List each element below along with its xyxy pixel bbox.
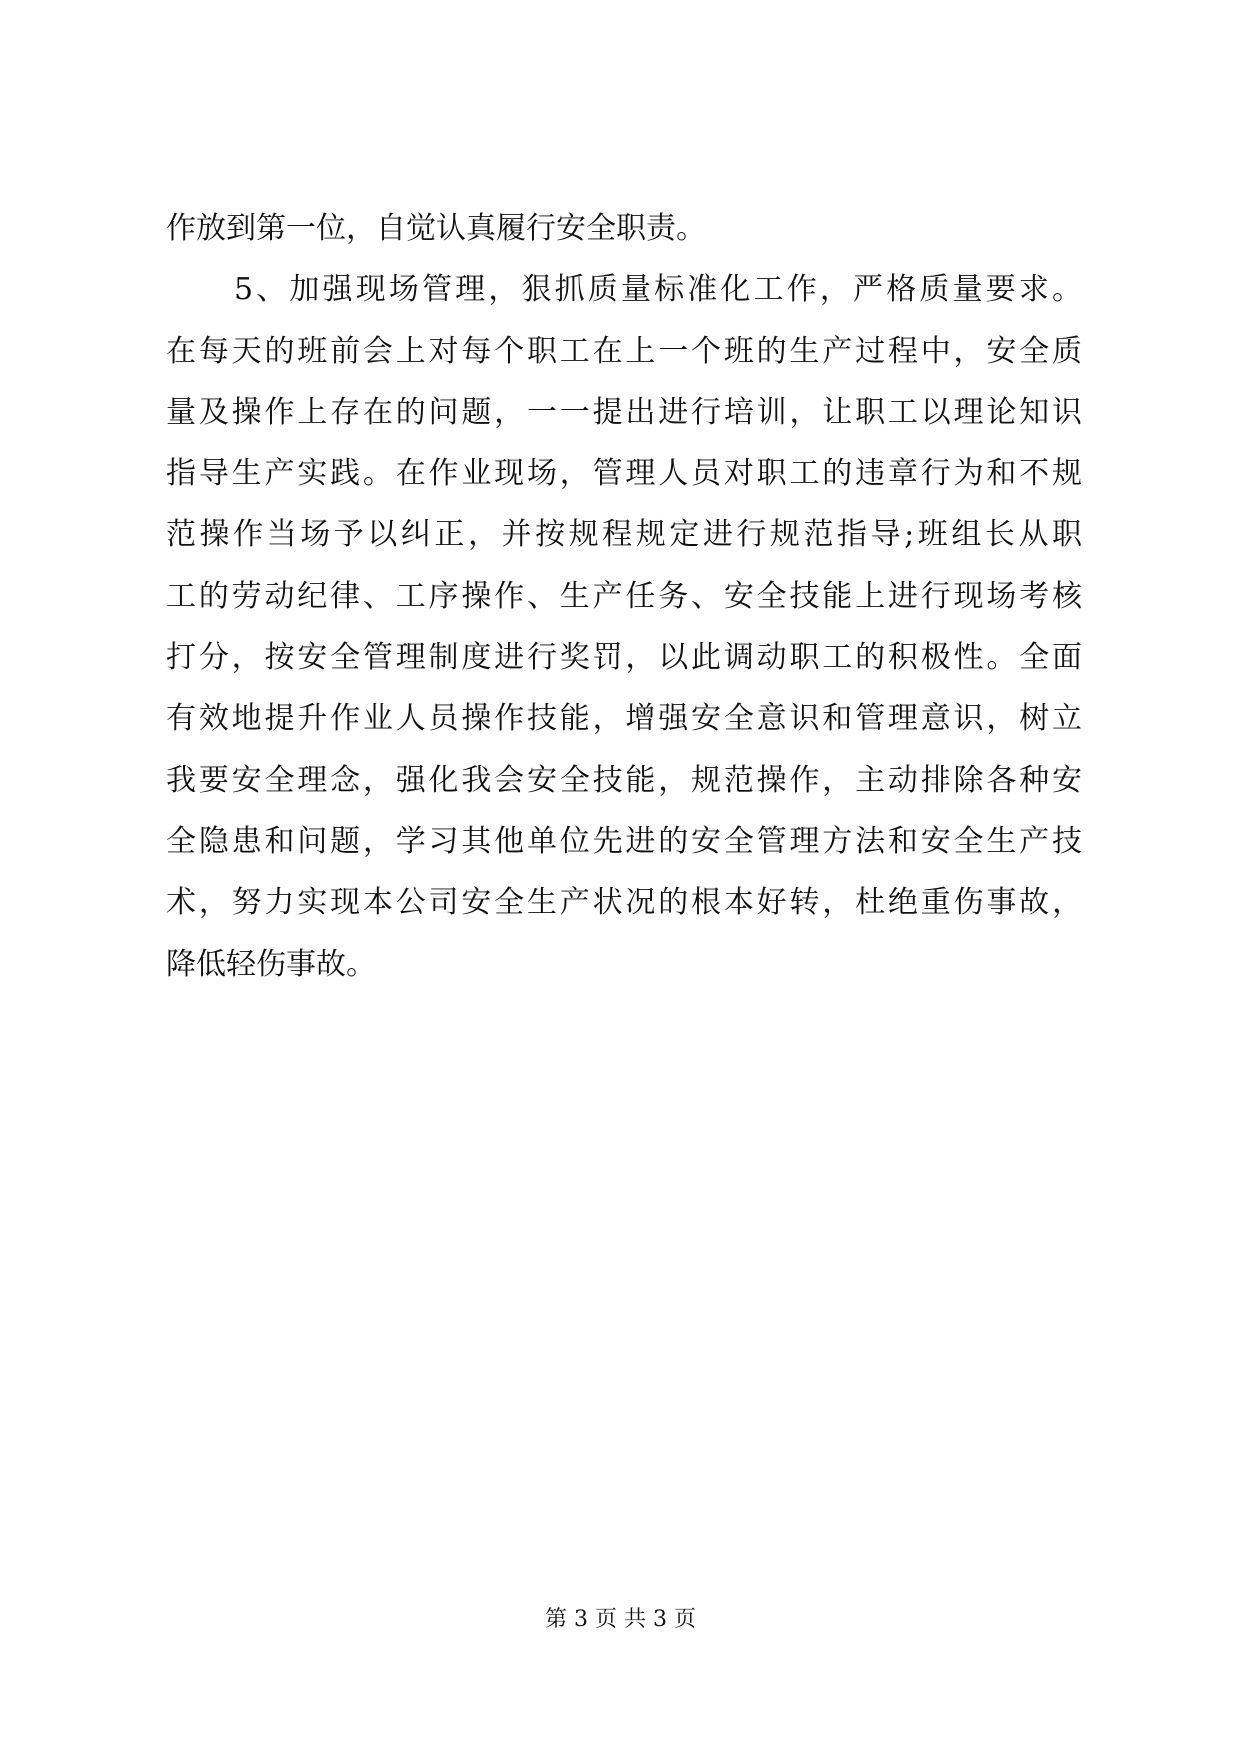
paragraph-line: 在每天的班前会上对每个职工在上一个班的生产过程中，安全质 [166, 333, 1082, 369]
paragraph-line: 降低轻伤事故。 [166, 946, 376, 982]
paragraph-line: 全隐患和问题，学习其他单位先进的安全管理方法和安全生产技 [166, 823, 1082, 859]
paragraph-line: 术，努力实现本公司安全生产状况的根本好转，杜绝重伤事故， [166, 885, 1082, 921]
paragraph-line: 范操作当场予以纠正，并按规程规定进行规范指导;班组长从职 [166, 517, 1082, 553]
paragraph-line: 我要安全理念，强化我会安全技能，规范操作，主动排除各种安 [166, 762, 1082, 798]
document-body [166, 206, 1082, 1003]
paragraph-line: 量及操作上存在的问题，一一提出进行培训，让职工以理论知识 [166, 394, 1082, 430]
page-number-footer: 第 3 页 共 3 页 [545, 1607, 696, 1632]
paragraph-line: 打分，按安全管理制度进行奖罚，以此调动职工的积极性。全面 [166, 640, 1082, 676]
paragraph-line: 指导生产实践。在作业现场，管理人员对职工的违章行为和不规 [166, 456, 1082, 492]
paragraph-line: 有效地提升作业人员操作技能，增强安全意识和管理意识，树立 [166, 701, 1082, 737]
paragraph-line: 5、加强现场管理，狠抓质量标准化工作，严格质量要求。 [234, 272, 1082, 308]
paragraph-line: 工的劳动纪律、工序操作、生产任务、安全技能上进行现场考核 [166, 578, 1082, 614]
paragraph-line: 作放到第一位，自觉认真履行安全职责。 [166, 211, 706, 246]
